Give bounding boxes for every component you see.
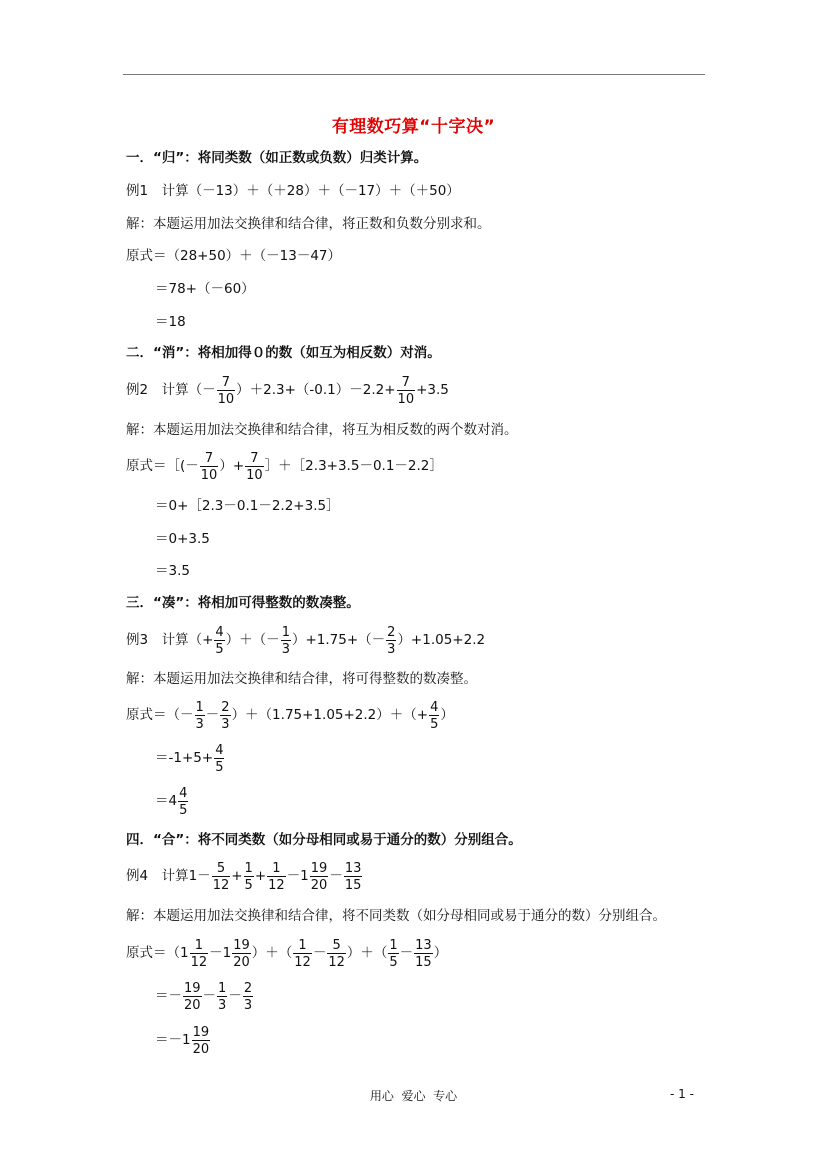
footer-motto: 用心 爱心 专心 bbox=[369, 1089, 458, 1103]
numerator: 5 bbox=[216, 861, 226, 876]
fraction bbox=[183, 982, 202, 1012]
numerator: 13 bbox=[344, 861, 362, 876]
text: ）＋（1.75+1.05+2.2）＋（+ bbox=[231, 707, 429, 724]
text: 例4 计算1－ bbox=[126, 868, 211, 885]
example-2 bbox=[126, 376, 449, 406]
section-1-heading: 一．“归”：将同类数（如正数或负数）归类计算。 bbox=[126, 150, 428, 166]
numerator: 4 bbox=[179, 786, 188, 801]
denominator: 12 bbox=[268, 878, 285, 893]
text: －1 bbox=[209, 945, 232, 962]
fraction bbox=[178, 787, 188, 817]
text: ）+ bbox=[219, 458, 245, 475]
numerator: 4 bbox=[430, 700, 439, 715]
denominator: 3 bbox=[218, 998, 227, 1013]
text: －1 bbox=[286, 868, 309, 885]
denominator: 12 bbox=[190, 955, 208, 970]
numerator: 2 bbox=[221, 700, 230, 715]
step-1-2: ＝78+（－60） bbox=[155, 281, 255, 297]
text: 原式＝［(－ bbox=[126, 458, 199, 475]
text: － bbox=[205, 707, 220, 724]
numerator: 1 bbox=[389, 938, 398, 953]
text: + bbox=[254, 868, 267, 885]
solution-3: 解：本题运用加法交换律和结合律，将可得整数的数凑整。 bbox=[126, 671, 477, 687]
text: 例3 计算（+ bbox=[126, 632, 214, 649]
denominator: 3 bbox=[221, 717, 230, 732]
denominator: 15 bbox=[344, 878, 362, 893]
fraction bbox=[195, 701, 205, 731]
fraction bbox=[344, 862, 363, 892]
numerator: 1 bbox=[244, 861, 253, 876]
numerator: 7 bbox=[401, 375, 410, 390]
denominator: 3 bbox=[281, 642, 290, 657]
fraction bbox=[293, 939, 312, 969]
fraction bbox=[220, 701, 230, 731]
denominator: 10 bbox=[200, 468, 218, 483]
solution-2: 解：本题运用加法交换律和结合律，将互为相反数的两个数对消。 bbox=[126, 422, 518, 438]
text: ＝4 bbox=[155, 793, 178, 810]
fraction bbox=[212, 862, 231, 892]
step-3-3 bbox=[155, 787, 189, 817]
denominator: 5 bbox=[244, 878, 253, 893]
denominator: 5 bbox=[215, 642, 224, 657]
fraction bbox=[243, 982, 253, 1012]
text: ）＋2.3+（-0.1）－2.2+ bbox=[236, 382, 396, 399]
numerator: 5 bbox=[332, 938, 341, 953]
section-2-heading: 二．“消”：将相加得０的数（如互为相反数）对消。 bbox=[126, 345, 441, 361]
text: － bbox=[399, 945, 414, 962]
denominator: 10 bbox=[397, 392, 415, 407]
fraction bbox=[414, 939, 433, 969]
text: ）＋（ bbox=[346, 945, 388, 962]
numerator: 1 bbox=[195, 700, 204, 715]
text: 原式＝（1 bbox=[126, 945, 189, 962]
numerator: 1 bbox=[194, 938, 203, 953]
numerator: 7 bbox=[221, 375, 230, 390]
numerator: 2 bbox=[387, 625, 396, 640]
denominator: 5 bbox=[389, 955, 398, 970]
fraction bbox=[214, 744, 224, 774]
text: － bbox=[329, 868, 343, 885]
text: ］＋［2.3+3.5－0.1－2.2］ bbox=[264, 458, 443, 475]
denominator: 20 bbox=[184, 998, 201, 1013]
fraction bbox=[397, 376, 416, 406]
fraction bbox=[327, 939, 346, 969]
text: － bbox=[202, 988, 217, 1005]
step-3-2 bbox=[155, 744, 225, 774]
text: +3.5 bbox=[416, 382, 449, 399]
section-4-heading: 四．“合”：将不同类数（如分母相同或易于通分的数）分别组合。 bbox=[126, 832, 522, 848]
step-2-2: ＝0+［2.3－0.1－2.2+3.5］ bbox=[155, 498, 340, 514]
numerator: 13 bbox=[415, 938, 432, 953]
fraction bbox=[217, 376, 236, 406]
numerator: 7 bbox=[250, 451, 259, 466]
step-2-3: ＝0+3.5 bbox=[155, 531, 210, 547]
step-1-3: ＝18 bbox=[155, 314, 186, 330]
numerator: 1 bbox=[281, 625, 290, 640]
text: + bbox=[231, 868, 243, 885]
denominator: 3 bbox=[195, 717, 204, 732]
step-1-1: 原式＝（28+50）＋（－13－47） bbox=[126, 248, 342, 264]
text: ＝－1 bbox=[155, 1032, 191, 1049]
solution-4: 解：本题运用加法交换律和结合律，将不同类数（如分母相同或易于通分的数）分别组合。 bbox=[126, 908, 666, 924]
denominator: 10 bbox=[217, 392, 235, 407]
text: ） bbox=[433, 945, 448, 962]
denominator: 10 bbox=[246, 468, 263, 483]
text: ）+1.05+2.2 bbox=[397, 632, 486, 649]
fraction bbox=[267, 862, 286, 892]
text: ）+1.75+（－ bbox=[291, 632, 386, 649]
numerator: 19 bbox=[310, 861, 328, 876]
text: 原式＝（－ bbox=[126, 707, 194, 724]
numerator: 1 bbox=[272, 861, 281, 876]
numerator: 1 bbox=[218, 981, 227, 996]
denominator: 12 bbox=[328, 955, 345, 970]
denominator: 5 bbox=[430, 717, 439, 732]
step-4-1 bbox=[126, 939, 447, 969]
denominator: 3 bbox=[243, 998, 253, 1013]
step-3-1 bbox=[126, 701, 454, 731]
text: 例2 计算（－ bbox=[126, 382, 216, 399]
fraction bbox=[429, 701, 439, 731]
step-2-4: ＝3.5 bbox=[155, 563, 190, 579]
fraction bbox=[281, 626, 291, 656]
text: ） bbox=[440, 707, 454, 724]
fraction bbox=[190, 939, 209, 969]
denominator: 15 bbox=[415, 955, 432, 970]
numerator: 19 bbox=[192, 1025, 210, 1040]
section-3-heading: 三．“凑”：将相加可得整数的数凑整。 bbox=[126, 595, 360, 611]
text: ）＋（－ bbox=[225, 632, 280, 649]
denominator: 20 bbox=[192, 1042, 210, 1057]
fraction bbox=[245, 452, 264, 482]
fraction bbox=[386, 626, 396, 656]
numerator: 1 bbox=[298, 938, 307, 953]
fraction bbox=[232, 939, 251, 969]
fraction bbox=[214, 626, 224, 656]
fraction bbox=[310, 862, 329, 892]
numerator: 7 bbox=[204, 451, 214, 466]
numerator: 19 bbox=[233, 938, 250, 953]
page-number: - 1 - bbox=[670, 1087, 694, 1101]
step-4-3 bbox=[155, 1026, 211, 1056]
text: ＝－ bbox=[155, 988, 182, 1005]
example-3 bbox=[126, 626, 485, 656]
fraction bbox=[192, 1026, 211, 1056]
page-title: 有理数巧算“十字决” bbox=[331, 117, 496, 137]
denominator: 5 bbox=[179, 803, 188, 818]
fraction bbox=[388, 939, 398, 969]
solution-1: 解：本题运用加法交换律和结合律，将正数和负数分别求和。 bbox=[126, 216, 491, 232]
text: － bbox=[312, 945, 327, 962]
numerator: 4 bbox=[215, 743, 224, 758]
denominator: 20 bbox=[310, 878, 328, 893]
fraction bbox=[200, 452, 219, 482]
denominator: 3 bbox=[387, 642, 396, 657]
example-4 bbox=[126, 862, 363, 892]
fraction bbox=[217, 982, 227, 1012]
header-rule bbox=[123, 74, 705, 75]
text: ）＋（ bbox=[251, 945, 293, 962]
denominator: 20 bbox=[233, 955, 250, 970]
step-2-1 bbox=[126, 452, 443, 482]
example-1: 例1 计算（－13）＋（＋28）＋（－17）＋（＋50） bbox=[126, 183, 460, 199]
numerator: 4 bbox=[215, 625, 224, 640]
denominator: 12 bbox=[294, 955, 311, 970]
numerator: 19 bbox=[184, 981, 201, 996]
numerator: 2 bbox=[243, 981, 253, 996]
text: － bbox=[228, 988, 242, 1005]
text: ＝-1+5+ bbox=[155, 750, 214, 767]
denominator: 12 bbox=[212, 878, 230, 893]
denominator: 5 bbox=[215, 760, 224, 775]
fraction bbox=[244, 862, 254, 892]
step-4-2 bbox=[155, 982, 254, 1012]
